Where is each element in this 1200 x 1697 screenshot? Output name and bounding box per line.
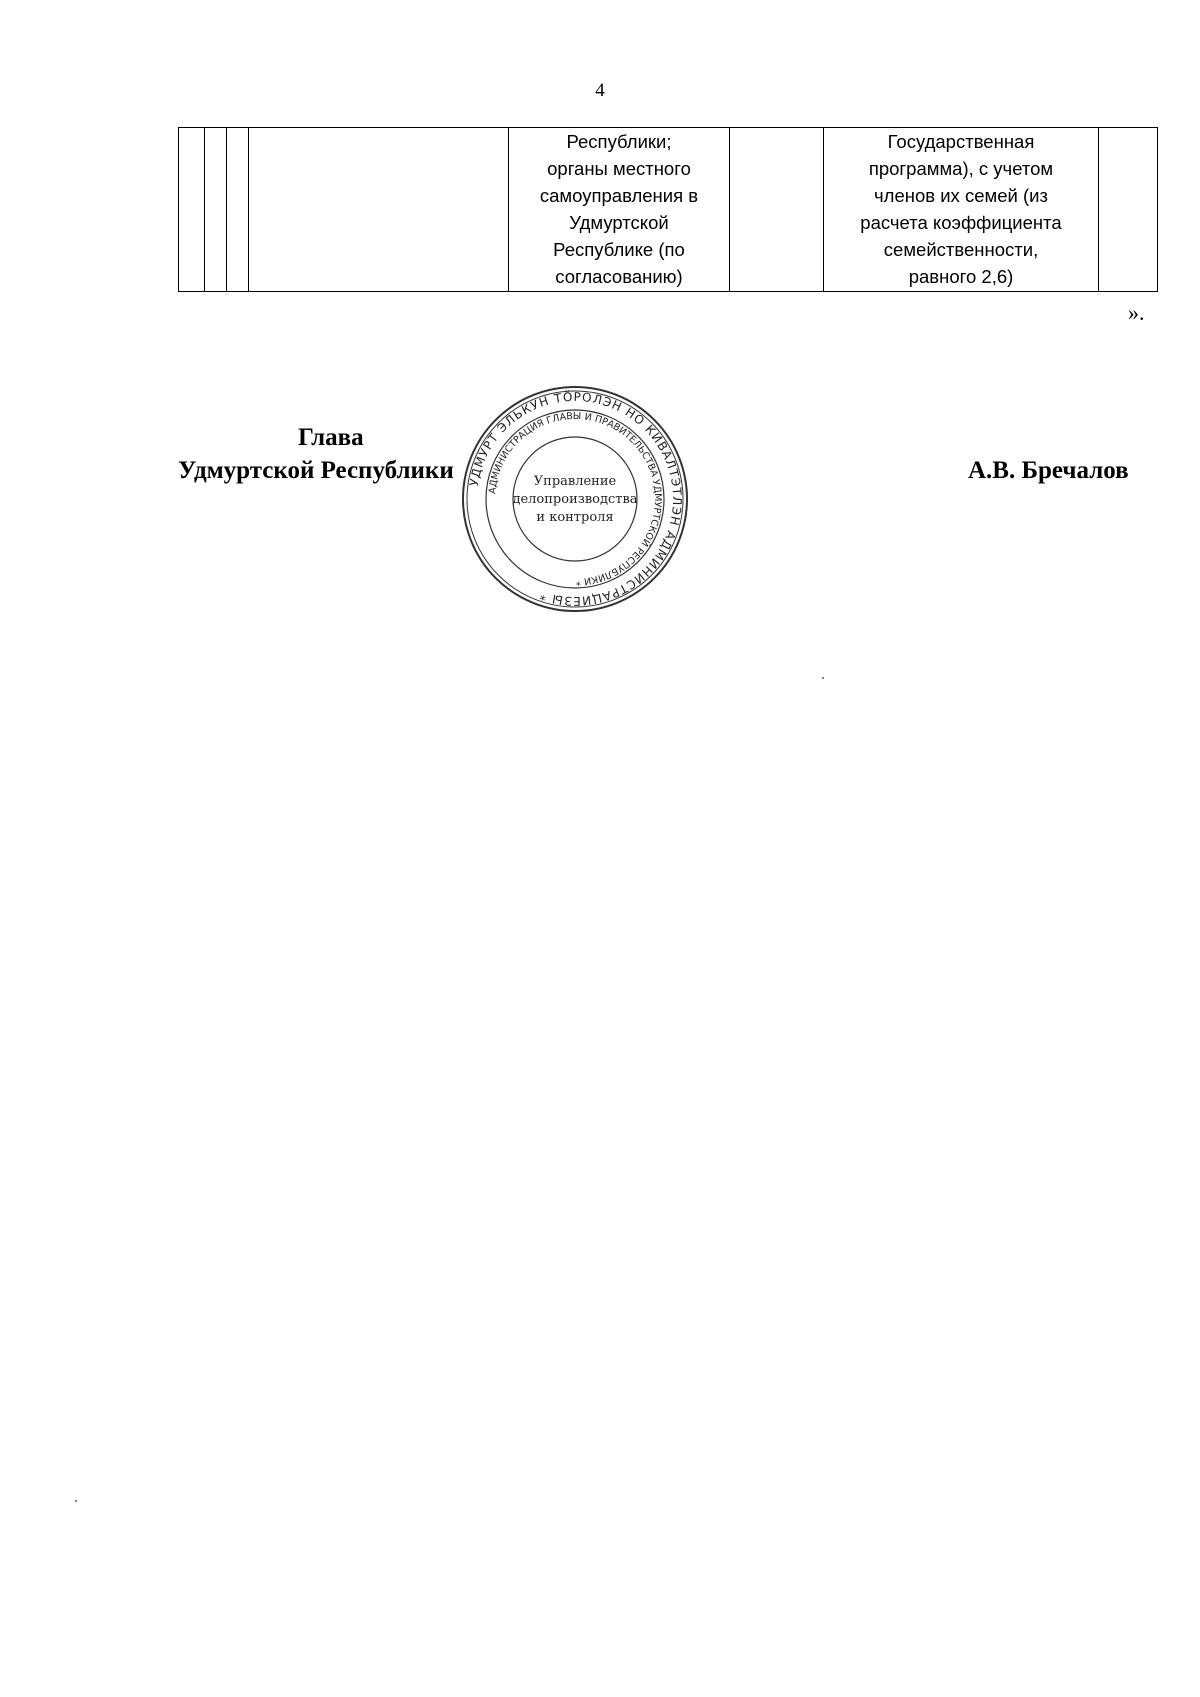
table-cell <box>179 128 205 292</box>
scan-speck <box>822 677 824 679</box>
table-cell <box>205 128 227 292</box>
signatory-title-line1: Глава <box>298 424 364 451</box>
table-cell-executors: Республики; органы местного самоуправления в Удмуртской Республике (по согласованию) <box>509 128 730 292</box>
signatory-name: А.В. Бречалов <box>968 457 1129 484</box>
scan-speck <box>75 1500 77 1502</box>
page-number: 4 <box>595 80 605 101</box>
table-row <box>179 128 1158 292</box>
continued-table <box>178 127 1158 292</box>
table-cell <box>249 128 509 292</box>
table-cell-indicator: Государственная программа), с учетом членов их семей (из расчета коэффициента семейственности, равного 2,6) <box>824 128 1099 292</box>
signatory-title-line2: Удмуртской Республики <box>178 457 454 484</box>
table-cell <box>730 128 824 292</box>
official-seal-stamp <box>460 384 690 614</box>
stamp-center-line2: делопроизводства <box>512 492 638 507</box>
table-cell <box>1099 128 1158 292</box>
closing-quote: ». <box>1128 300 1145 325</box>
stamp-center-line1: Управление <box>533 474 617 489</box>
table-cell <box>227 128 249 292</box>
stamp-inner-text: АДМИНИСТРАЦИЯ ГЛАВЫ И ПРАВИТЕЛЬСТВА УДМУРТСКОЙ РЕСПУБЛИКИ * <box>487 410 664 588</box>
stamp-outer-text: УДМУРТ ЭЛЬКУН ТÖРОЛЭН НО КИВАЛТЭТЛЭН АДМИНИСТРАЦИЕЗЫ * <box>466 389 685 609</box>
stamp-center-line3: и контроля <box>536 510 614 525</box>
